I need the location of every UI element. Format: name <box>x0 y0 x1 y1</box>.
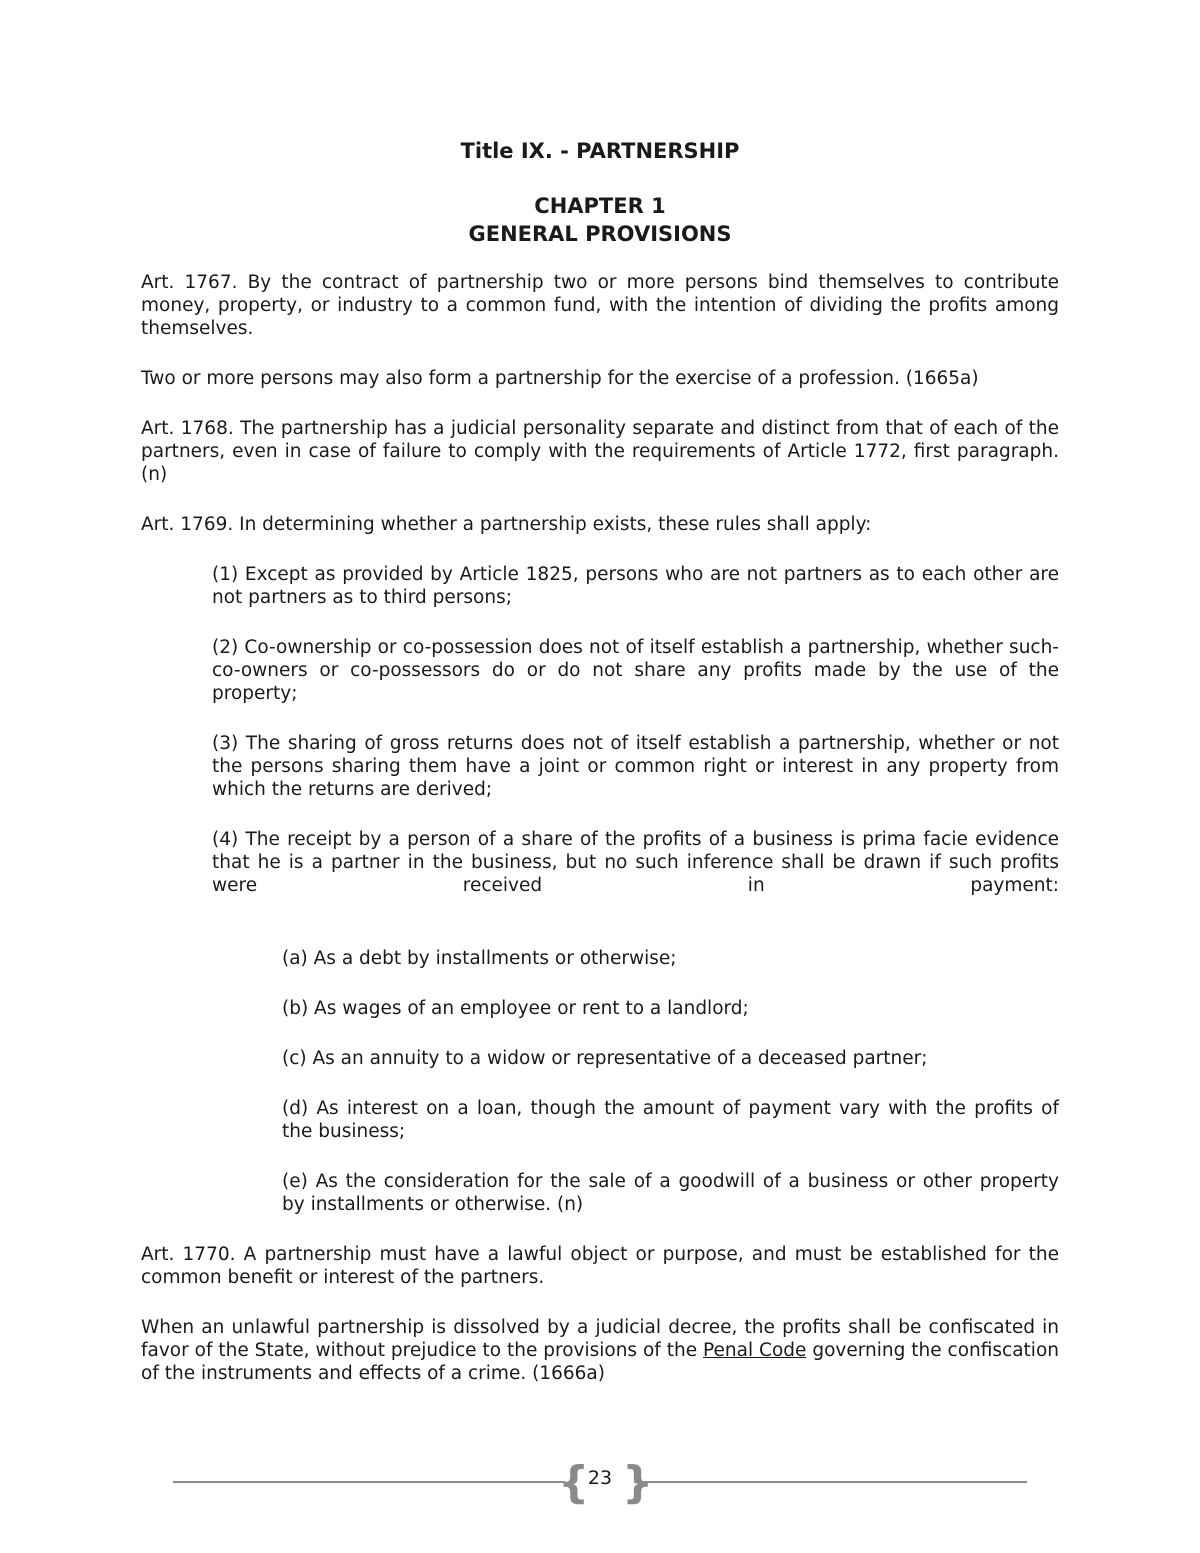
sub-item-b: (b) As wages of an employee or rent to a landlord; <box>282 998 749 1019</box>
paragraph-text-start: When an unlawful partnership is dissolved by a judicial decree, the profits shall be confiscated in favor of the State, without prejudice to the provisions of the <box>141 1317 1059 1361</box>
article-1770-paragraph-2 <box>141 1316 1059 1385</box>
sub-item-d: (d) As interest on a loan, though the amount of payment vary with the profits of the business; <box>282 1098 1059 1142</box>
sub-item-e: (e) As the consideration for the sale of a goodwill of a business or other property by installments or otherwise. (n) <box>282 1171 1059 1215</box>
rule-4: (4) The receipt by a person of a share of the profits of a business is prima facie evidence that he is a partner in the business, but no such inference shall be drawn if such profits were received in payment: <box>212 829 1059 896</box>
document-title: Title IX. - PARTNERSHIP <box>460 139 740 163</box>
document-page <box>141 138 1059 1412</box>
sub-item-c: (c) As an annuity to a widow or representative of a deceased partner; <box>282 1048 928 1069</box>
footer-rule-right <box>634 1481 1027 1483</box>
sub-item-a: (a) As a debt by installments or otherwise; <box>282 948 677 969</box>
rule-2: (2) Co-ownership or co-possession does not of itself establish a partnership, whether such-co-owners or co-possessors do or do not share any profits made by the use of the property; <box>212 637 1059 704</box>
right-brace-icon: } <box>622 1457 654 1508</box>
article-1769-intro: Art. 1769. In determining whether a partnership exists, these rules shall apply: <box>141 514 872 535</box>
penal-code-link[interactable]: Penal Code <box>703 1340 807 1361</box>
spacer <box>141 897 1059 947</box>
chapter-heading <box>141 192 1059 248</box>
footer-rule-left <box>173 1481 565 1483</box>
chapter-number: CHAPTER 1 <box>534 194 666 218</box>
article-1770-paragraph-1: Art. 1770. A partnership must have a lawful object or purpose, and must be established for the common benefit or interest of the partners. <box>141 1244 1059 1288</box>
paragraph-text-end: governing the confiscation of the instruments and effects of a crime. (1666a) <box>141 1340 1059 1384</box>
rule-1: (1) Except as provided by Article 1825, persons who are not partners as to each other are not partners as to third persons; <box>212 564 1059 608</box>
article-1767-paragraph-2: Two or more persons may also form a partnership for the exercise of a profession. (1665a) <box>141 368 979 389</box>
page-number: 23 <box>587 1467 613 1489</box>
rule-3: (3) The sharing of gross returns does not of itself establish a partnership, whether or not the persons sharing them have a joint or common right or interest in any property from which the returns are derived; <box>212 733 1059 800</box>
chapter-name: GENERAL PROVISIONS <box>468 222 732 246</box>
article-1768: Art. 1768. The partnership has a judicial personality separate and distinct from that of each of the partners, even in case of failure to comply with the requirements of Article 1772, first paragraph. (n) <box>141 418 1059 485</box>
left-brace-icon: { <box>558 1457 590 1508</box>
article-1767-paragraph-1: Art. 1767. By the contract of partnership two or more persons bind themselves to contribute money, property, or industry to a common fund, with the intention of dividing the profits among themselves. <box>141 272 1059 339</box>
